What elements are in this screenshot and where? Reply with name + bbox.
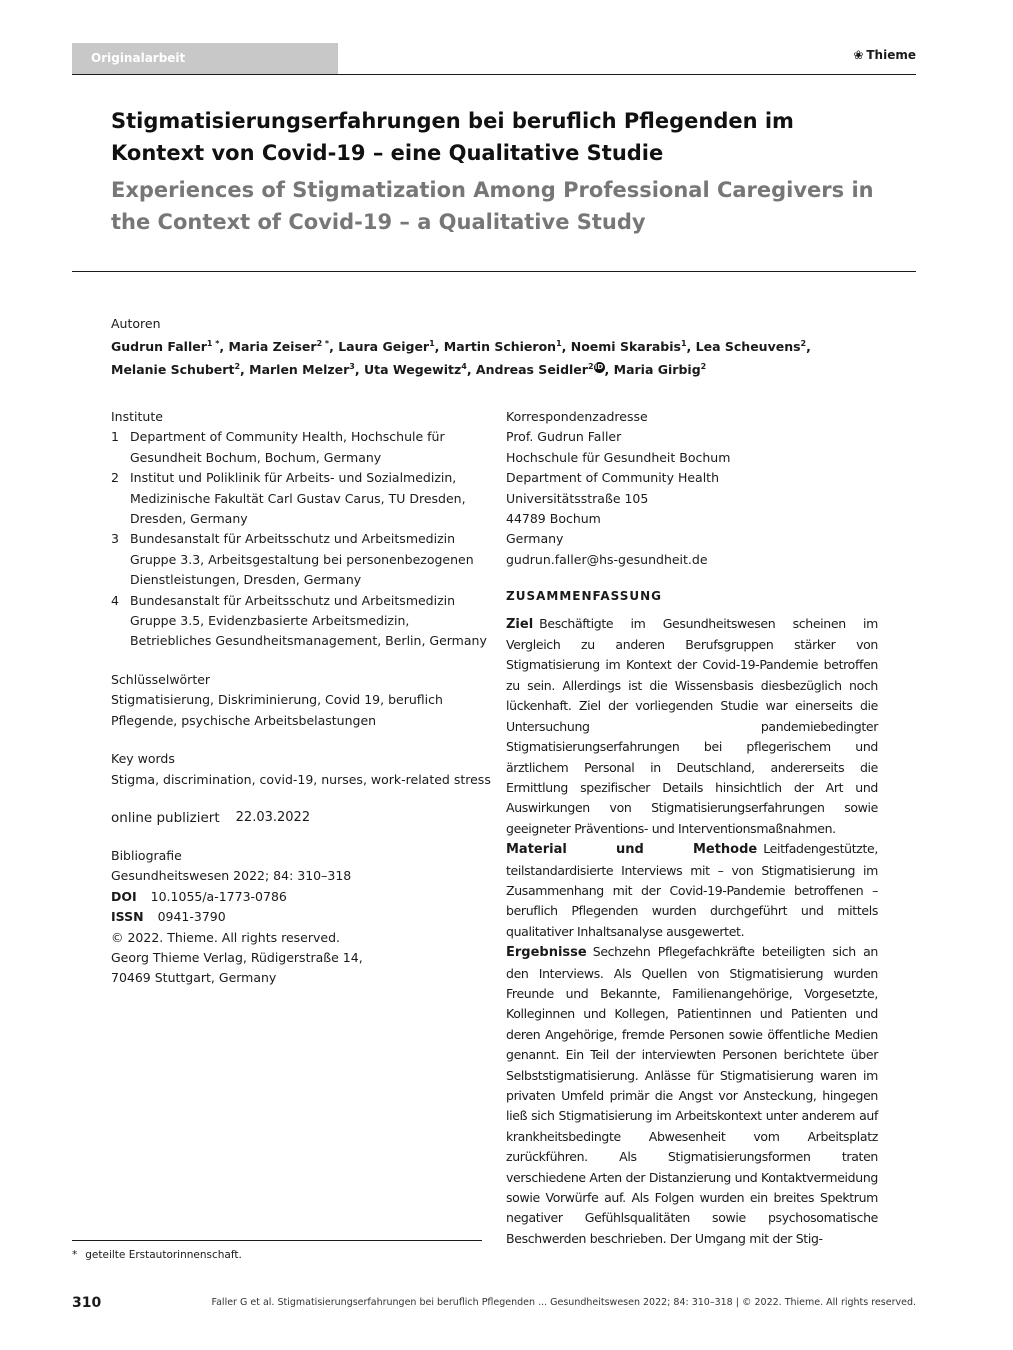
footnote-divider: [72, 1240, 482, 1241]
authors-list: Gudrun Faller$^{1 *}$, Maria Zeiser$^{2 *}$, Laura Geiger$^1$, Martin Schieron$^1$, Noemi Skarabis$^1$, Lea Scheuvens$^2$, Melanie Schubert$^2$, Marlen Melzer$^3$, Uta Wegewitz$^4$, Andreas Seidler$^2$iD, Maria Girbig$^2$: [111, 339, 811, 378]
institute-text: Institut und Poliklinik für Arbeits- und Sozialmedizin, Medizinische Fakultät Carl Gustav Carus, TU Dresden, Dresden, Germany: [130, 470, 466, 527]
bibliography-journal: Gesundheitswesen 2022; 84: 310–318: [111, 868, 352, 884]
abstract-section-label: Ergebnisse: [506, 945, 587, 961]
publisher-mark: [853, 48, 916, 62]
author-name: Martin Schieron: [443, 339, 557, 355]
institutes-list: [111, 427, 491, 651]
institute-text: Bundesanstalt für Arbeitsschutz und Arbeitsmedizin Gruppe 3.3, Arbeitsgestaltung bei personenbezogenen Dienstleistungen, Dresden, Germany: [130, 531, 474, 588]
institute-number: 3: [111, 531, 119, 547]
keywords-de-heading: Schlüsselwörter: [111, 671, 211, 687]
correspondence-line: Hochschule für Gesundheit Bochum: [506, 449, 731, 465]
institute-number: 1: [111, 429, 119, 445]
author-name: Andreas Seidler: [475, 362, 588, 378]
bibliography-doi: [111, 887, 491, 907]
title-english: Experiences of Stigmatization Among Professional Caregivers in the Context of Covid-19 – a Qualitative Study: [111, 178, 874, 234]
author-affiliation: 2 *: [316, 339, 330, 348]
institute-text: Department of Community Health, Hochschule für Gesundheit Bochum, Bochum, Germany: [130, 429, 445, 465]
author-name: Noemi Skarabis: [570, 339, 681, 355]
abstract-section: [506, 942, 878, 1249]
footnote: [72, 1248, 242, 1262]
list-item: [111, 427, 491, 468]
doi-value[interactable]: 10.1055/a-1773-0786: [150, 888, 287, 904]
author-affiliation: 3: [349, 362, 355, 372]
orcid-icon[interactable]: iD: [594, 363, 604, 372]
author-affiliation: 1: [680, 339, 687, 348]
correspondence-line: 44789 Bochum: [506, 511, 601, 527]
list-item: [111, 468, 491, 529]
author-affiliation: 2: [700, 362, 707, 372]
author-name: Maria Girbig: [613, 362, 701, 378]
list-item: [111, 529, 491, 590]
authors-heading: Autoren: [111, 316, 161, 331]
author-affiliation: 1: [429, 339, 435, 348]
abstract-section: [506, 614, 878, 839]
author-name: Lea Scheuvens: [695, 339, 801, 355]
author-affiliation: 2: [800, 339, 807, 348]
author-affiliation: 2: [234, 362, 241, 372]
author-name: Gudrun Faller: [111, 339, 207, 355]
abstract-section-text: Beschäftigte im Gesundheitswesen scheinen im Vergleich zu anderen Berufsgruppen stärker von Stigmatisierung im Kontext der Covid-19-Pandemie betroffen zu sein. Allerdings ist die Wissensbasis diesbezüglich noch lückenhaft. Ziel der vorliegenden Studie war einerseits die Untersuchung pandemiebedingter Stigmatisierungserfahrungen bei pflegerischem und ärztlichem Personal in Deutschland, andererseits die Ermittlung spezifischer Details hinsichtlich der Art und Auswirkungen von Stigmatisierungserfahrungen sowie geeigneter Präventions- und Interventionsmaßnahmen.: [506, 615, 878, 836]
institute-number: 2: [111, 470, 119, 486]
author-name: Laura Geiger: [338, 339, 430, 355]
author-affiliation: 1 *: [206, 339, 220, 348]
online-date: 22.03.2022: [235, 809, 311, 825]
keywords-en-text: Stigma, discrimination, covid-19, nurses, work-related stress: [111, 771, 491, 787]
issn-value: 0941-3790: [157, 909, 226, 925]
online-published: [111, 808, 491, 828]
author-affiliation: 2: [587, 362, 594, 372]
bibliography-copyright: © 2022. Thieme. All rights reserved.: [111, 929, 340, 945]
bibliography-heading: Bibliografie: [111, 847, 182, 863]
author-affiliation: 1: [556, 339, 562, 348]
keywords-en-heading: Key words: [111, 751, 175, 767]
abstract-heading: ZUSAMMENFASSUNG: [506, 589, 662, 604]
abstract-section-label: Material und Methode: [506, 842, 758, 858]
category-label: Originalarbeit: [91, 51, 186, 65]
title-divider: [72, 271, 916, 272]
abstract-section-text: Sechzehn Pflegefachkräfte beteiligten sich an den Interviews. Als Quellen von Stigmatisierung wurden Freunde und Bekannte, Familienangehörige, Vorgesetzte, Kolleginnen und Kollegen, Patientinnen und Patienten und deren Angehörige, fremde Personen sowie öffentliche Medien genannt. Ein Teil der interviewten Personen berichtete über Selbststigmatisierung. Anlässe für Stigmatisierung waren im privaten Umfeld primär die Angst vor Ansteckung, hingegen ließ sich Stigmatisierung im Arbeitskontext unter anderem auf krankheitsbedingte Abwesenheit vom Arbeitsplatz zurückführen. Als Stigmatisierungsformen traten verschiedene Arten der Distanzierung und Kontaktvermeidung sowie Vorwürfe auf. Als Folgen wurden ein breites Spektrum negativer Gefühlsqualitäten sowie psychosomatische Beschwerden beschrieben. Der Umgang mit der Stig-: [506, 944, 878, 1246]
institutes-heading: Institute: [111, 409, 163, 424]
author-name: Maria Zeiser: [228, 339, 317, 355]
doi-label: DOI: [111, 888, 137, 904]
footnote-text: geteilte Erstautorinnenschaft.: [85, 1249, 242, 1261]
correspondence-line: Prof. Gudrun Faller: [506, 429, 622, 445]
bibliography-issn: [111, 907, 491, 927]
list-item: [111, 591, 491, 652]
institute-number: 4: [111, 592, 119, 608]
authors-block: [111, 314, 871, 380]
correspondence-line: Department of Community Health: [506, 470, 720, 486]
title-german: Stigmatisierungserfahrungen bei beruflich Pflegenden im Kontext von Covid-19 – eine Qualitative Studie: [111, 109, 794, 165]
online-label: online publiziert: [111, 809, 220, 826]
correspondence-line: Universitätsstraße 105: [506, 490, 649, 506]
abstract-section-label: Ziel: [506, 616, 534, 632]
author-name: Marlen Melzer: [249, 362, 350, 378]
citation-line: Faller G et al. Stigmatisierungserfahrungen bei beruflich Pflegenden ... Gesundheitswesen 2022; 84: 310–318 | © 2022. Thieme. All rights reserved.: [211, 1297, 916, 1308]
correspondence-heading: Korrespondenzadresse: [506, 409, 648, 424]
bibliography-city: 70469 Stuttgart, Germany: [111, 970, 277, 986]
author-name: Uta Wegewitz: [363, 362, 462, 378]
publisher-name: Thieme: [866, 48, 916, 62]
correspondence-email[interactable]: gudrun.faller@hs-gesundheit.de: [506, 551, 708, 567]
author-name: Melanie Schubert: [111, 362, 235, 378]
category-bar: [72, 43, 338, 74]
thieme-logo-icon: ❀: [853, 48, 864, 62]
abstract-section: [506, 839, 878, 942]
bibliography-publisher: Georg Thieme Verlag, Rüdigerstraße 14,: [111, 949, 363, 965]
abstract-section-text: Leitfadengestützte, teilstandardisierte Interviews mit – von Stigmatisierung im Zusammenhang mit der Covid-19-Pandemie betroffenen – beruflich Pflegenden wurden durchgeführt und mittels qualitativer Inhaltsanalyse ausgewertet.: [506, 841, 878, 939]
author-affiliation: 4: [461, 362, 467, 372]
right-column: [506, 407, 878, 1249]
footnote-symbol: *: [72, 1249, 78, 1261]
left-column: [111, 407, 491, 989]
keywords-de-text: Stigmatisierung, Diskriminierung, Covid 19, beruflich Pflegende, psychische Arbeitsbelastungen: [111, 692, 443, 728]
header-divider: [72, 74, 916, 75]
institute-text: Bundesanstalt für Arbeitsschutz und Arbeitsmedizin Gruppe 3.5, Evidenzbasierte Arbeitsmedizin, Betriebliches Gesundheitsmanagement, Berlin, Germany: [130, 592, 487, 649]
issn-label: ISSN: [111, 909, 144, 925]
correspondence-line: Germany: [506, 531, 564, 547]
page-number: 310: [72, 1295, 102, 1311]
